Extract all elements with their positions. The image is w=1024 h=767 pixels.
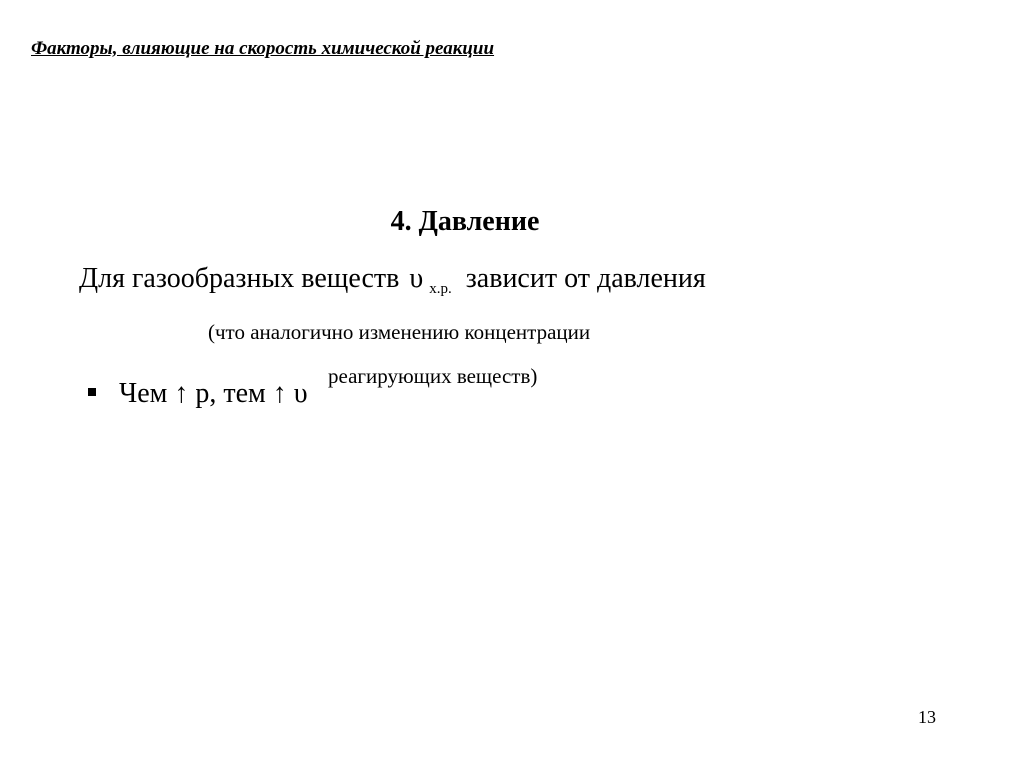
bullet-item bbox=[88, 378, 308, 410]
square-bullet-icon bbox=[88, 388, 96, 396]
bullet-text: Чем ↑ р, тем ↑ υ bbox=[119, 378, 308, 409]
slide-header: Факторы, влияющие на скорость химической реакции bbox=[31, 38, 495, 59]
note-line-1: (что аналогично изменению концентрации bbox=[208, 320, 591, 344]
statement-line bbox=[79, 263, 706, 298]
note-line-2: реагирующих веществ) bbox=[328, 364, 538, 388]
rate-subscript: х.р. bbox=[429, 281, 452, 297]
statement-prefix: Для газообразных веществ bbox=[79, 263, 400, 294]
rate-symbol: υ bbox=[409, 263, 424, 294]
page-number: 13 bbox=[918, 707, 936, 727]
section-title: 4. Давление bbox=[390, 206, 540, 237]
statement-suffix: зависит от давления bbox=[465, 263, 706, 294]
